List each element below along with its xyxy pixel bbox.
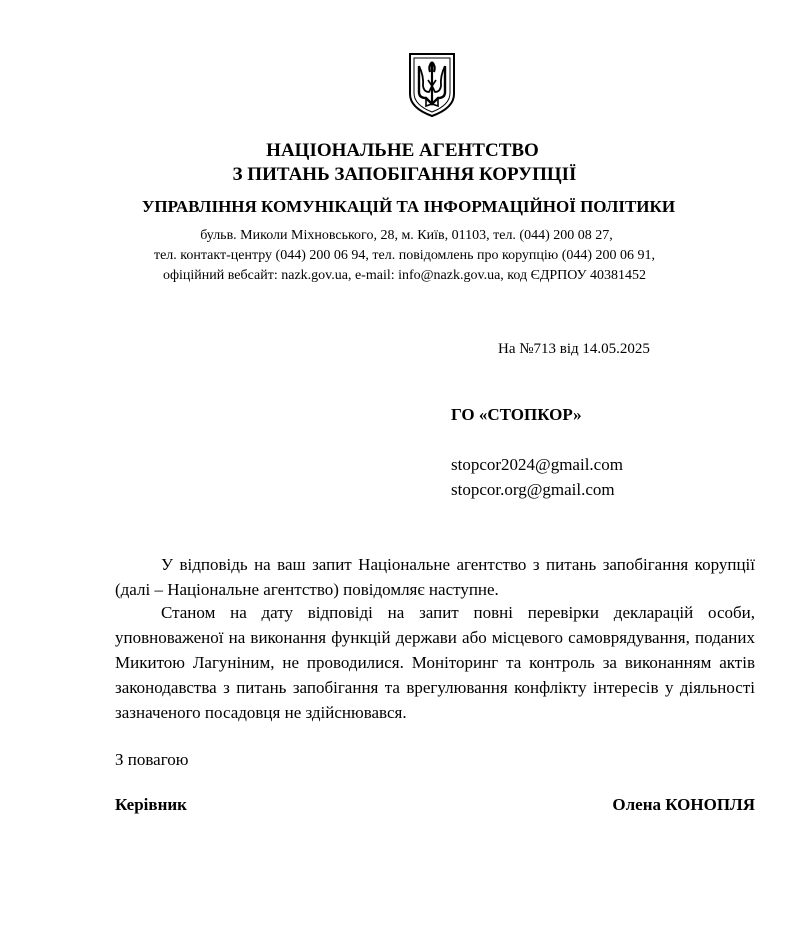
closing-greeting: З повагою [115,750,189,769]
contact-address: бульв. Миколи Міхновського, 28, м. Київ, 01103, тел. (044) 200 08 27, [200,228,613,243]
recipient-name: ГО «СТОПКОР» [451,405,582,424]
contact-phones: тел. контакт-центру (044) 200 06 94, тел. повідомлень про корупцію (044) 200 06 91, [153,248,656,263]
agency-name-line2: З ПИТАНЬ ЗАПОБІГАННЯ КОРУПЦІЇ [232,164,577,185]
contact-web-email: офіційний вебсайт: nazk.gov.ua, e-mail: info@nazk.gov.ua, код ЄДРПОУ 40381452 [162,268,647,283]
recipient-email-1: stopcor2024@gmail.com [451,455,623,474]
signatory-name: Олена КОНОПЛЯ [612,795,755,814]
recipient-email-2: stopcor.org@gmail.com [451,480,615,499]
body-paragraph-1: У відповідь на ваш запит Національне агентство з питань запобігання корупції (далі – Національне агентство) повідомляє наступне. [115,555,755,599]
reference-number: На №713 від 14.05.2025 [498,341,650,357]
body-paragraph-2: Станом на дату відповіді на запит повні перевірки декларацій особи, уповноваженої на виконання функцій держави або місцевого самоврядування, поданих Микитою Лагуніним, не проводилися. Моніторинг та контроль за виконанням актів законодавства з питань запобігання та врегулювання конфлікту інтересів у діяльності зазначеного посадовця не здійснювався. [115,603,755,722]
department-name: УПРАВЛІННЯ КОМУНІКАЦІЙ ТА ІНФОРМАЦІЙНОЇ ПОЛІТИКИ [141,197,676,216]
tryzub-coat-of-arms-icon [406,52,458,118]
signatory-position: Керівник [115,795,187,814]
agency-name-line1: НАЦІОНАЛЬНЕ АГЕНТСТВО [266,140,539,161]
